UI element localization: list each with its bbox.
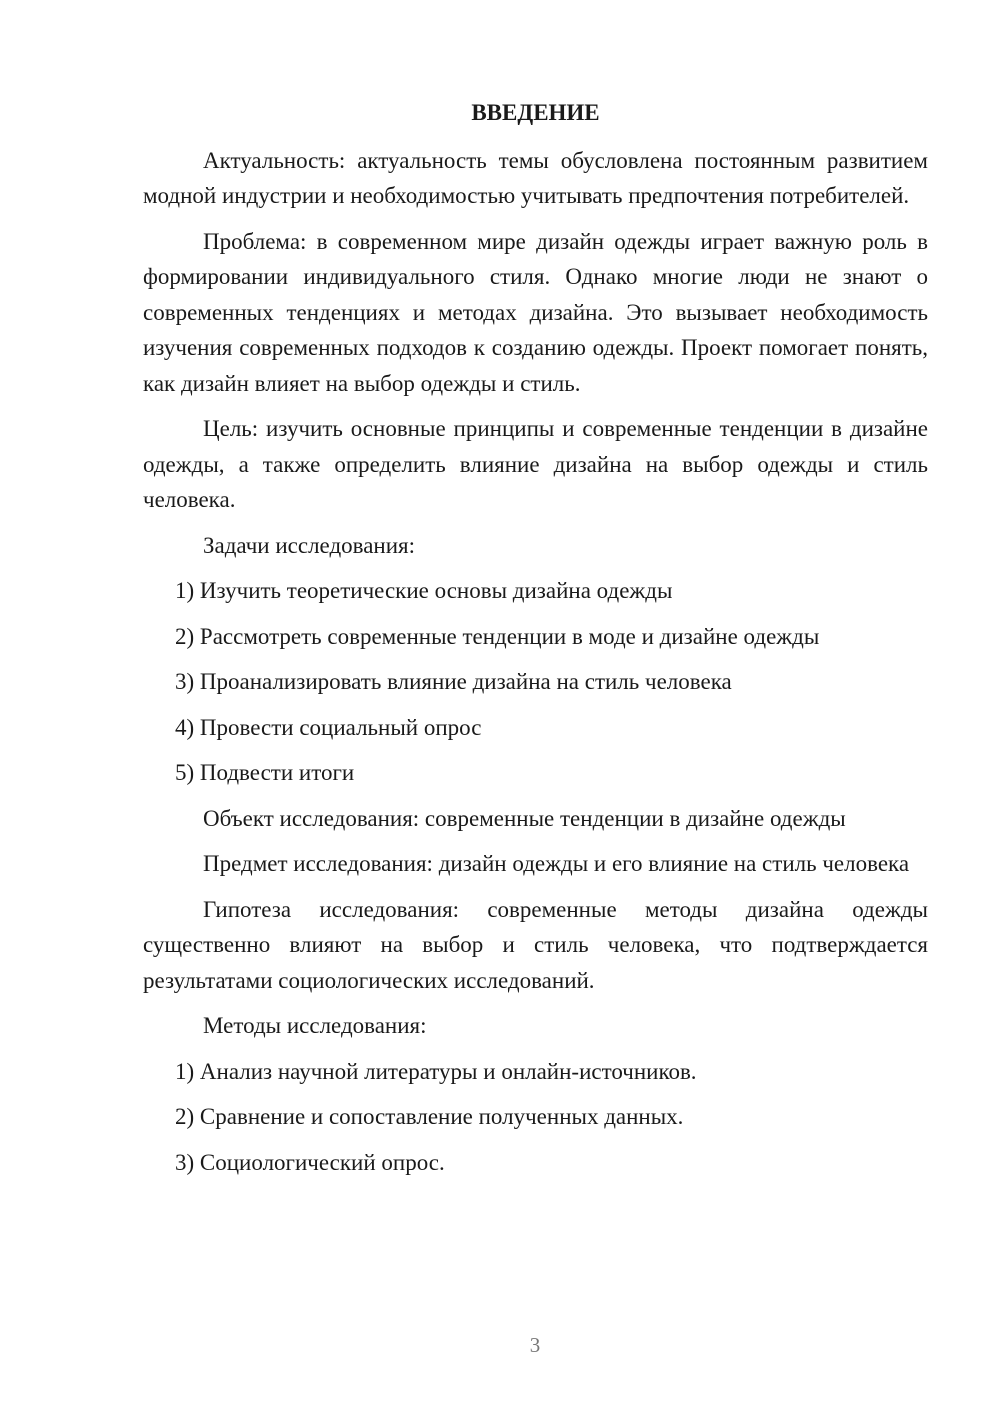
page-number: 3 (529, 1333, 541, 1357)
list-item: 2) Сравнение и сопоставление полученных данных. (175, 1104, 684, 1129)
hypothesis-paragraph: Гипотеза исследования: современные методы дизайна одежды существенно влияют на выбор и стиль человека, что подтверждается результатами социологических исследований. (143, 896, 928, 993)
list-item: 5) Подвести итоги (175, 760, 355, 785)
list-item: 3) Социологический опрос. (175, 1149, 445, 1175)
goal-paragraph: Цель: изучить основные принципы и современные тенденции в дизайне одежды, а также определить влияние дизайна на выбор одежды и стиль человека. (143, 416, 928, 512)
subject-paragraph: Предмет исследования: дизайн одежды и его влияние на стиль человека (203, 851, 910, 876)
relevance-paragraph: Актуальность: актуальность темы обусловлена постоянным развитием модной индустрии и необходимостью учитывать предпочтения потребителей. (143, 147, 928, 208)
document-body (143, 95, 928, 1190)
page-title: ВВЕДЕНИЕ (471, 100, 600, 125)
problem-paragraph: Проблема: в современном мире дизайн одежды играет важную роль в формировании индивидуального стиля. Однако многие люди не знают о современных тенденциях и методах дизайна. Это вызывает необходимость изучения современных подходов к созданию одежды. Проект помогает понять, как дизайн влияет на выбор одежды и стиль. (143, 228, 928, 396)
list-item: 4) Провести социальный опрос (175, 714, 482, 740)
object-paragraph: Объект исследования: современные тенденции в дизайне одежды (203, 805, 846, 831)
tasks-list (143, 573, 928, 791)
list-item: 3) Проанализировать влияние дизайна на стиль человека (175, 669, 732, 694)
tasks-heading: Задачи исследования: (203, 532, 416, 558)
list-item: 2) Рассмотреть современные тенденции в моде и дизайне одежды (175, 623, 820, 649)
methods-heading: Методы исследования: (203, 1013, 427, 1038)
methods-list (143, 1054, 928, 1181)
list-item: 1) Анализ научной литературы и онлайн-источников. (175, 1058, 697, 1084)
list-item: 1) Изучить теоретические основы дизайна одежды (175, 578, 673, 603)
